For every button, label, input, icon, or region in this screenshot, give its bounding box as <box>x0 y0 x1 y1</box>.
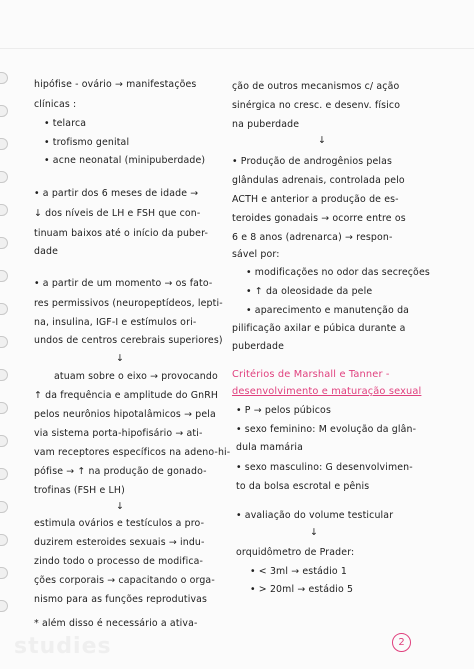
note-line: 6 e 8 anos (adrenarca) → respon- <box>232 232 393 243</box>
arrow-down: ↓ <box>116 501 125 512</box>
note-line: res permissivos (neuropeptídeos, lepti- <box>34 298 223 309</box>
binder-hole <box>0 402 8 414</box>
note-line: • a partir dos 6 meses de idade → <box>34 188 199 199</box>
note-line: estimula ovários e testículos a pro- <box>34 518 205 529</box>
binder-hole <box>0 336 8 348</box>
note-line: nismo para as funções reprodutivas <box>34 594 208 605</box>
binder-hole <box>0 501 8 513</box>
note-line: teroides gonadais → ocorre entre os <box>232 213 406 224</box>
note-line: ACTH e anterior a produção de es- <box>232 194 399 205</box>
note-line: • a partir de um momento → os fato- <box>34 278 213 289</box>
note-line: trofinas (FSH e LH) <box>34 485 125 496</box>
note-line: • modificações no odor das secreções <box>246 267 430 278</box>
note-line: dula mamária <box>236 442 303 453</box>
binder-hole <box>0 270 8 282</box>
binder-hole <box>0 303 8 315</box>
note-line: pilificação axilar e púbica durante a <box>232 323 406 334</box>
binder-hole <box>0 435 8 447</box>
note-line: zindo todo o processo de modifica- <box>34 556 204 567</box>
note-line: ções corporais → capacitando o orga- <box>34 575 215 586</box>
arrow-down: ↓ <box>318 135 327 146</box>
binder-hole <box>0 600 8 612</box>
note-line: duzirem esteroides sexuais → indu- <box>34 537 205 548</box>
binder-hole <box>0 105 8 117</box>
note-line: ↑ da frequência e amplitude do GnRH <box>34 390 219 401</box>
arrow-down: ↓ <box>310 527 319 538</box>
binder-hole <box>0 204 8 216</box>
note-line: • > 20ml → estádio 5 <box>250 584 354 595</box>
note-line: tinuam baixos até o início da puber- <box>34 228 209 239</box>
note-line: dade <box>34 246 59 257</box>
note-line: pófise → ↑ na produção de gonado- <box>34 466 207 477</box>
note-line: • Produção de androgênios pelas <box>232 156 393 167</box>
note-line: • acne neonatal (minipuberdade) <box>44 155 206 166</box>
note-line: • trofismo genital <box>44 137 130 148</box>
note-line: undos de centros cerebrais superiores) <box>34 335 223 346</box>
note-line: to da bolsa escrotal e pênis <box>236 481 370 492</box>
note-line: via sistema porta-hipofisário → ati- <box>34 428 203 439</box>
binder-hole <box>0 534 8 546</box>
note-line: clínicas : <box>34 99 77 110</box>
note-line: • sexo masculino: G desenvolvimen- <box>236 462 413 473</box>
watermark: studies <box>14 634 112 659</box>
binder-hole <box>0 138 8 150</box>
note-line: vam receptores específicos na adeno-hi- <box>34 447 231 458</box>
note-line: * além disso é necessário a ativa- <box>34 618 198 629</box>
note-line: • aparecimento e manutenção da <box>246 305 410 316</box>
note-line: • avaliação do volume testicular <box>236 510 394 521</box>
binder-hole <box>0 72 8 84</box>
binder-hole <box>0 171 8 183</box>
note-line: atuam sobre o eixo → provocando <box>54 371 218 382</box>
binder-hole <box>0 237 8 249</box>
note-line: • telarca <box>44 118 87 129</box>
binder-hole <box>0 369 8 381</box>
note-line: glândulas adrenais, controlada pelo <box>232 175 405 186</box>
note-line: • sexo feminino: M evolução da glân- <box>236 424 417 435</box>
note-line: • ↑ da oleosidade da pele <box>246 286 373 297</box>
binder-hole <box>0 567 8 579</box>
arrow-down: ↓ <box>116 353 125 364</box>
section-heading: desenvolvimento e maturação sexual <box>232 386 422 397</box>
note-line: sável por: <box>232 249 280 260</box>
section-heading: Critérios de Marshall e Tanner - <box>232 369 390 380</box>
page-number: 2 <box>392 633 411 652</box>
note-line: orquidômetro de Prader: <box>236 547 355 558</box>
note-line: • < 3ml → estádio 1 <box>250 566 348 577</box>
note-line: na, insulina, IGF-I e estímulos ori- <box>34 317 197 328</box>
note-line: pelos neurônios hipotalâmicos → pela <box>34 409 216 420</box>
page-top-edge <box>0 48 474 49</box>
note-line: hipófise - ovário → manifestações <box>34 79 197 90</box>
note-line: sinérgica no cresc. e desenv. físico <box>232 100 401 111</box>
note-line: na puberdade <box>232 119 300 130</box>
note-line: puberdade <box>232 341 285 352</box>
binder-hole <box>0 468 8 480</box>
note-line: • P → pelos púbicos <box>236 405 331 416</box>
note-line: ↓ dos níveis de LH e FSH que con- <box>34 208 201 219</box>
note-line: ção de outros mecanismos c/ ação <box>232 81 400 92</box>
